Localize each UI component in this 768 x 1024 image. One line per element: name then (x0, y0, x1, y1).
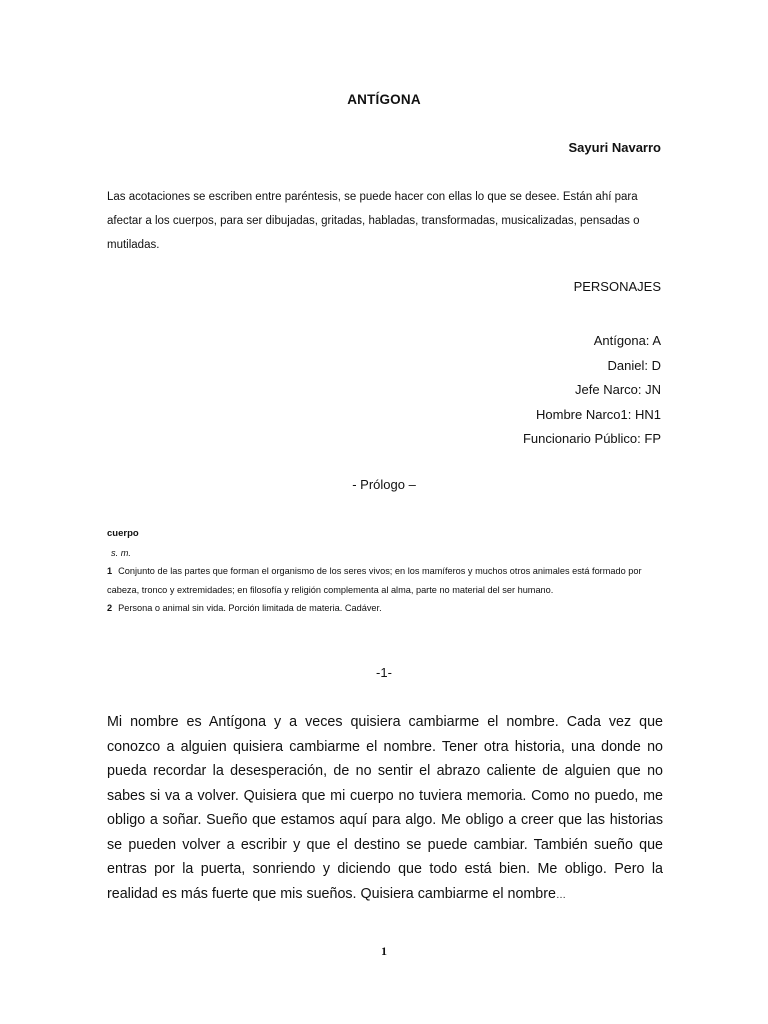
intro-paragraph: Las acotaciones se escriben entre paréntesis, se puede hacer con ellas lo que se desee. Están ahí para afectar a los cuerpos, para ser dibujadas, gritadas, habladas, transformadas, musicalizadas, pensadas o mutiladas. (107, 191, 640, 251)
sense-text: Conjunto de las partes que forman el organismo de los seres vivos; en los mamíferos y muchos otros animales está formado por cabeza, tronco y extremidades; en filosofía y religión complementa al alma, parte no material del ser humano. (107, 566, 642, 595)
character-item: Antígona: A (593, 333, 661, 348)
character-item: Daniel: D (607, 357, 661, 373)
definition-sense (107, 562, 663, 599)
character-item: Funcionario Público: FP (522, 431, 661, 446)
character-item: Hombre Narco1: HN1 (536, 406, 661, 422)
monologue-text: Mi nombre es Antígona y a veces quisiera cambiarme el nombre. Cada vez que conozco a alguien quisiera cambiarme el nombre. Tener otra historia, una donde no pueda recordar la desesperación, de no sentir el abrazo caliente de alguien que no sabes si va a volver. Quisiera que mi cuerpo no tuviera memoria. Como no puedo, me obligo a soñar. Sueño que estamos aquí para algo. Me obligo a creer que las historias se pueden volver a escribir y que el destino se puede cambiar. También sueño que entras por la puerta, sonriendo y diciendo que todo está bien. Me obligo. Pero la realidad es más fuerte que mis sueños. Quisiera cambiarme el nombre (107, 714, 663, 902)
scene-number: -1- (376, 665, 392, 680)
sense-number: 2 (107, 603, 113, 613)
definition-sense (107, 599, 663, 618)
characters-heading: PERSONAJES (573, 279, 661, 294)
monologue-ellipsis: … (555, 889, 566, 901)
definition-grammar: s. m. (111, 547, 131, 558)
character-item: Jefe Narco: JN (575, 382, 661, 397)
monologue-paragraph (107, 710, 663, 908)
author-name: Sayuri Navarro (568, 140, 661, 155)
prologue-heading: - Prólogo – (352, 477, 416, 492)
definition-term: cuerpo (107, 528, 139, 539)
page-number: 1 (381, 944, 387, 958)
document-title: ANTÍGONA (347, 92, 421, 107)
sense-text: Persona o animal sin vida. Porción limitada de materia. Cadáver. (118, 603, 382, 613)
sense-number: 1 (107, 566, 113, 576)
dictionary-definition (107, 525, 663, 618)
character-list (523, 329, 661, 452)
